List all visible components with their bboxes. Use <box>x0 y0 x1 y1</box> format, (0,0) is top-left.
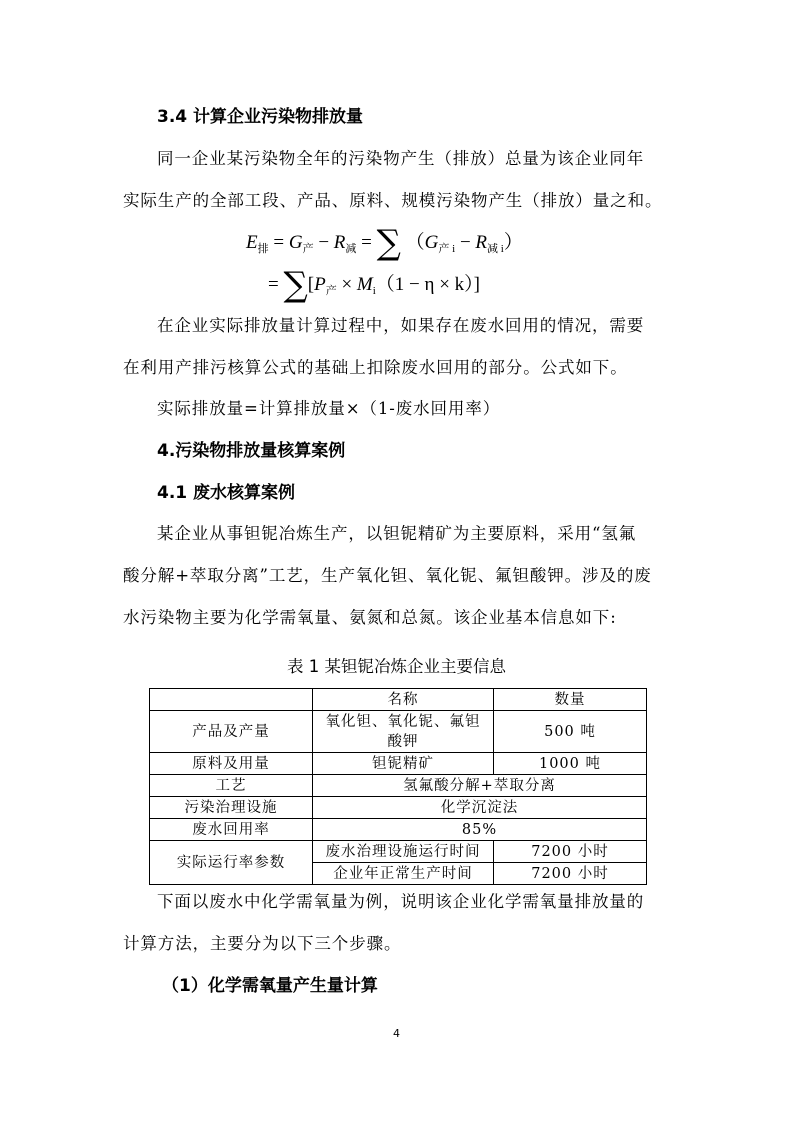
table-cell: 7200 小时 <box>494 841 647 863</box>
section-4-heading: 4.污染物排放量核算案例 <box>157 441 346 461</box>
formula-subscript: 减 <box>345 243 357 255</box>
table-header-cell: 数量 <box>494 689 647 711</box>
table-label-cell: 原料及用量 <box>150 753 313 775</box>
formula-symbol: R <box>475 232 488 253</box>
formula-tail: （1 − η × k）] <box>375 274 480 295</box>
formula-symbol: E <box>246 232 258 253</box>
section-4-1-heading: 4.1 废水核算案例 <box>157 483 296 503</box>
table-row <box>150 775 647 797</box>
formula-subscript: i <box>372 285 376 297</box>
table-label-cell: 工艺 <box>150 775 313 797</box>
table-cell: 废水治理设施运行时间 <box>313 841 494 863</box>
table-cell: 化学沉淀法 <box>313 797 647 819</box>
table-label-cell: 产品及产量 <box>150 711 313 753</box>
table-row <box>150 841 647 863</box>
table-label-cell: 污染治理设施 <box>150 797 313 819</box>
table-cell: 85% <box>313 819 647 841</box>
table-cell: 氢氟酸分解+萃取分离 <box>313 775 647 797</box>
table-cell-line: 酸钾 <box>387 733 419 750</box>
paragraph-line: 计算方法，主要分为以下三个步骤。 <box>123 934 402 953</box>
table-cell: 7200 小时 <box>494 863 647 885</box>
table-cell-line: 氧化钽、氧化铌、氟钽 <box>325 713 481 730</box>
table-cell <box>313 711 494 753</box>
sum-symbol: ∑ <box>376 223 401 263</box>
section-3-4-heading: 3.4 计算企业污染物排放量 <box>157 107 364 127</box>
formula-line-1: $E_排 = G_产 - R_减$ = ∑ $(G_{产 i} - R_{减 i})$ <box>246 223 523 263</box>
formula-subscript: 排 <box>257 243 269 255</box>
table-cell: 钽铌精矿 <box>313 753 494 775</box>
formula-symbol: G <box>424 232 439 253</box>
table-header-row <box>150 689 647 711</box>
formula-subscript: 产 <box>325 285 337 297</box>
paragraph-line: 在利用产排污核算公式的基础上扣除废水回用的部分。公式如下。 <box>123 358 628 377</box>
table-header-cell <box>150 689 313 711</box>
paragraph-line: 同一企业某污染物全年的污染物产生（排放）总量为该企业同年 <box>157 149 645 168</box>
table-cell: 1000 吨 <box>494 753 647 775</box>
formula-symbol: M <box>356 274 373 295</box>
paragraph-line: 水污染物主要为化学需氧量、氨氮和总氮。该企业基本信息如下: <box>123 608 617 627</box>
formula-symbol: G <box>288 232 303 253</box>
page-number: 4 <box>393 1027 400 1040</box>
actual-emission-formula: 实际排放量=计算排放量×（1-废水回用率） <box>157 399 501 418</box>
formula-line-2: = $\sum[P_产 \times M_i(1 - \eta \times k)]$ <box>268 265 480 305</box>
formula-subscript: 减 i <box>487 243 504 255</box>
table-header-cell: 名称 <box>313 689 494 711</box>
table-cell: 企业年正常生产时间 <box>313 863 494 885</box>
formula-subscript: 产 <box>302 243 314 255</box>
table-row <box>150 797 647 819</box>
table-row <box>150 711 647 753</box>
paragraph-line: 某企业从事钽铌冶炼生产，以钽铌精矿为主要原料，采用“氢氟 <box>157 524 637 543</box>
sum-symbol: ∑ <box>283 265 308 305</box>
paragraph-line: 酸分解+萃取分离”工艺，生产氧化钽、氧化铌、氟钽酸钾。涉及的废 <box>123 566 652 585</box>
formula-symbol: R <box>333 232 346 253</box>
paragraph-line: 在企业实际排放量计算过程中，如果存在废水回用的情况，需要 <box>157 316 645 335</box>
table-label-cell: 实际运行率参数 <box>150 841 313 885</box>
formula-subscript: 产 i <box>438 243 456 255</box>
paragraph-line: 实际生产的全部工段、产品、原料、规模污染物产生（排放）量之和。 <box>123 191 663 210</box>
formula-symbol: P <box>314 274 326 295</box>
enterprise-info-table <box>149 688 647 885</box>
table-caption: 表 1 某钽铌冶炼企业主要信息 <box>287 657 506 676</box>
step-1-heading: （1）化学需氧量产生量计算 <box>162 976 378 996</box>
table-cell: 500 吨 <box>494 711 647 753</box>
paragraph-line: 下面以废水中化学需氧量为例，说明该企业化学需氧量排放量的 <box>157 892 645 911</box>
table-row <box>150 753 647 775</box>
table-row <box>150 819 647 841</box>
table-label-cell: 废水回用率 <box>150 819 313 841</box>
